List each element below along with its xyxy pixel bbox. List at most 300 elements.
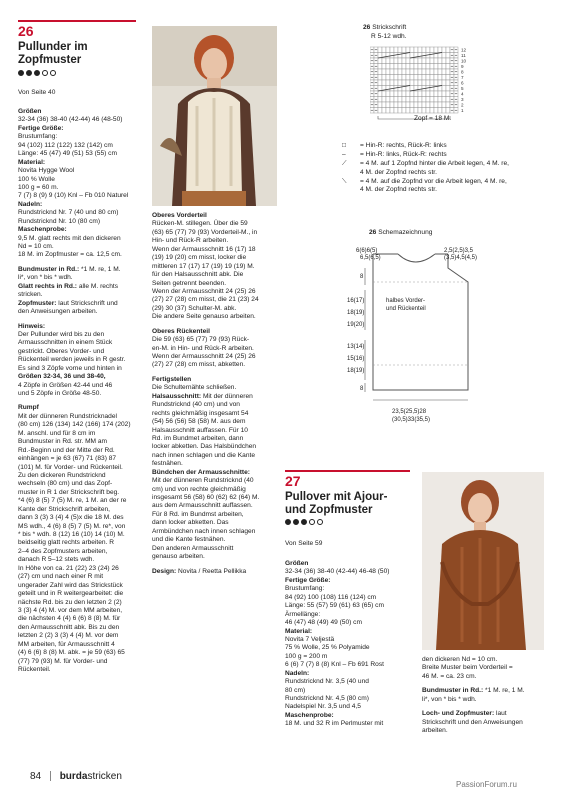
bold-heading: Fertige Größe:: [285, 576, 331, 584]
chart-cell: [422, 47, 426, 53]
text-line: [152, 553, 277, 561]
text-line: [285, 644, 415, 652]
chart-cell: [442, 64, 446, 70]
bold-heading: Nadeln:: [18, 200, 43, 208]
chart-cell: [422, 64, 426, 70]
text-line: [18, 243, 143, 251]
chart-cell: [382, 64, 386, 70]
legend-symbol-icon: [342, 169, 360, 178]
text-line: [18, 404, 143, 412]
pattern-title-27: [285, 491, 387, 517]
chart-cell: [414, 108, 418, 114]
text-line: [18, 192, 143, 200]
body-text: insgesamt 56 (58) 60 (62) 62 (64) M.: [152, 494, 260, 501]
chart-cell: [418, 47, 422, 53]
from-page-27: Von Seite 59: [285, 540, 323, 547]
text-line: [285, 653, 415, 661]
chart-heading: [363, 24, 406, 32]
dot-empty: [309, 519, 315, 525]
chart-cell: [438, 58, 442, 64]
title-line-2: Zopfmuster: [18, 54, 82, 67]
title-line-2: und Zopfmuster: [285, 504, 373, 517]
body-text: den Anweisungen arbeiten.: [18, 308, 98, 316]
chart-cell: [434, 69, 438, 75]
body-text: laut: [494, 710, 507, 718]
chart-cell: [390, 108, 394, 114]
chart-cell: [430, 53, 434, 59]
text-line: [152, 418, 277, 426]
body-text: (29) 30 (37) Schulter-M. abk.: [152, 304, 237, 312]
text-line: [152, 494, 277, 502]
schema-top-right-b: (3,5)4,5(4,5): [444, 255, 478, 261]
body-text: Armbündchen nach innen schlagen: [152, 527, 256, 535]
body-text: locker abketten. Das Halsbündchen: [152, 443, 257, 451]
body-text: 2–4 des Zopfmusters arbeiten,: [18, 547, 108, 555]
text-line: [18, 142, 143, 150]
chart-cell: [446, 102, 450, 108]
body-text: (77) 79 (93) M. für Vorder- und: [18, 657, 108, 665]
text-line: [18, 565, 143, 573]
body-text: 100 g = 200 m: [285, 652, 328, 660]
body-text: *1 M. re, 1 M.: [79, 265, 121, 273]
body-text: Wenn der Armausschnitt 24 (25) 26: [152, 287, 256, 295]
chart-cell: [442, 69, 446, 75]
text-line: [152, 502, 277, 510]
text-line: [18, 266, 143, 274]
body-text: 46 (47) 48 (49) 49 (50) cm: [285, 619, 362, 627]
photo-pullover-illustration: [422, 472, 544, 650]
chart-cell: [406, 58, 410, 64]
chart-cell: [386, 58, 390, 64]
body-text: Die 59 (63) 65 (77) 79 (93) Rück-: [152, 336, 250, 344]
body-text: 4 Zöpfe in Größen 42-44 und 46: [18, 381, 113, 389]
chart-cell: [430, 75, 434, 81]
body-text: nach innen schlagen und die Kante: [152, 451, 256, 459]
schema-top-right-a: 2,5(2,5)3,5: [444, 248, 474, 254]
chart-cell: [442, 102, 446, 108]
body-text: 100 % Wolle: [18, 175, 55, 183]
chart-cell: [414, 75, 418, 81]
body-text: stricken.: [18, 291, 43, 299]
body-text: 75 % Wolle, 25 % Polyamide: [285, 644, 370, 652]
text-line: [18, 348, 143, 356]
chart-cell: [430, 69, 434, 75]
text-line: [152, 477, 277, 485]
chart-cell: [438, 97, 442, 103]
text-line: [285, 661, 415, 669]
chart-cell: [442, 91, 446, 97]
body-text: Rd.-Beginn und der Mitte der Rd.: [18, 446, 115, 454]
chart-cell: [434, 64, 438, 70]
text-line: [285, 703, 415, 711]
body-text: beidseitig glatt rechts arbeiten. R: [18, 539, 115, 547]
legend-row: [342, 151, 552, 160]
chart-cell: [390, 47, 394, 53]
body-text: Rückenteil werden jeweils in R gestr.: [18, 356, 126, 364]
text-line: [285, 687, 415, 695]
text-line: [422, 687, 547, 695]
chart-cell: [438, 64, 442, 70]
chart-cell: [406, 102, 410, 108]
chart-cell: [430, 47, 434, 53]
text-line: [285, 636, 415, 644]
knitting-chart-grid: [370, 45, 480, 125]
text-line: [18, 590, 143, 598]
bold-label: Zopfmuster:: [18, 299, 57, 307]
body-text: cm) und von rechte gleichmäßig: [152, 485, 246, 493]
text-line: [18, 447, 143, 455]
body-text: Strickschrift und den Anweisungen: [422, 718, 523, 726]
chart-cell: [426, 97, 430, 103]
chart-cell: [398, 80, 402, 86]
chart-cell: [386, 69, 390, 75]
body-text: Novita / Reetta Pellikka: [176, 567, 247, 575]
body-text: alle M. rechts: [76, 282, 119, 290]
chart-cell: [386, 75, 390, 81]
body-text: Mit der dünneren Rundstricknd (40: [152, 477, 254, 485]
chart-cell: [378, 47, 382, 53]
pattern27-column-1: [285, 560, 415, 729]
text-line: [285, 611, 415, 619]
text-line: [285, 560, 415, 568]
body-text: ungerader Zahl wird das Strickstück: [18, 581, 123, 589]
schema-label-8-top: 8: [360, 274, 364, 280]
text-line: [18, 176, 143, 184]
chart-cell: [426, 58, 430, 64]
chart-cell: [394, 97, 398, 103]
body-text: festnähen.: [152, 460, 183, 468]
chart-cell: [434, 58, 438, 64]
text-line: [18, 413, 143, 421]
chart-cell: [446, 97, 450, 103]
schema-label-8-bottom: 8: [360, 386, 364, 392]
legend-row: [342, 169, 552, 178]
text-line: [18, 632, 143, 640]
bold-heading: Größen: [18, 108, 42, 115]
header-rule-27: [285, 470, 410, 472]
text-line: [152, 345, 277, 353]
body-text: für den Halsausschnitt abk. Die: [152, 271, 244, 279]
chart-cell: [446, 75, 450, 81]
chart-cell: [418, 75, 422, 81]
text-line: [18, 167, 143, 175]
chart-cell: [386, 108, 390, 114]
chart-cell: [434, 80, 438, 86]
chart-cell: [402, 64, 406, 70]
text-line: [285, 619, 415, 627]
chart-cell: [378, 64, 382, 70]
chart-cell: [378, 69, 382, 75]
chart-cell: [426, 80, 430, 86]
pattern26-column-2: [152, 212, 277, 576]
text-line: [18, 607, 143, 615]
text-line: [18, 514, 143, 522]
chart-cell: [418, 53, 422, 59]
chart-cell: [402, 91, 406, 97]
body-text: (19) 19 (20) cm misst, locker die: [152, 254, 247, 262]
body-text: en-M. in Hin- und Rück-R arbeiten.: [152, 344, 254, 352]
text-line: [285, 712, 415, 720]
chart-cell: [410, 47, 414, 53]
chart-cell: [378, 102, 382, 108]
schema-label-armhole-2: 18(19): [347, 310, 365, 316]
chart-heading-title: Strickschrift: [372, 24, 407, 31]
body-text: Für 8 Rd. im Bundmst arbeiten,: [152, 510, 244, 518]
text-line: [18, 531, 143, 539]
legend-row: [342, 178, 552, 187]
text-line: [152, 280, 277, 288]
text-line: [18, 390, 143, 398]
text-line: [18, 497, 143, 505]
schema-heading-number: 26: [369, 229, 377, 236]
chart-cell: [378, 91, 382, 97]
body-text: MS wdh., 4 (6) 8 (5) 7 (5) M. re*, von: [18, 522, 126, 530]
text-line: [18, 472, 143, 480]
text-line: [152, 384, 277, 392]
text-line: [152, 246, 277, 254]
text-line: [152, 229, 277, 237]
chart-cell: [438, 75, 442, 81]
text-line: [285, 568, 415, 576]
chart-cell: [402, 75, 406, 81]
text-line: [18, 548, 143, 556]
schema-center-label-a: halbes Vorder-: [386, 298, 426, 304]
body-text: (27) 27 (28) cm misst, die 21 (23) 24: [152, 296, 259, 304]
body-text: Die Schulternähte schließen.: [152, 384, 237, 392]
bold-heading: Oberes Vorderteil: [152, 212, 207, 219]
chart-cell: [434, 108, 438, 114]
chart-cell: [426, 102, 430, 108]
body-text: Es sind 3 Zöpfe vorne und hinten in: [18, 364, 122, 372]
text-line: [422, 710, 547, 718]
text-line: [18, 218, 143, 226]
chart-cell: [402, 80, 406, 86]
dot-filled: [293, 519, 299, 525]
text-line: [18, 150, 143, 158]
chart-cell: [382, 91, 386, 97]
text-line: [285, 577, 415, 585]
footer-divider: [50, 771, 51, 781]
body-text: (4) 6 (6) 8 (8) M. abk. = je 59 (63) 65: [18, 649, 125, 657]
text-line: [152, 443, 277, 451]
chart-cell: [422, 102, 426, 108]
chart-cell: [382, 80, 386, 86]
body-text: li*, von * bis * wdh.: [422, 695, 477, 703]
chart-cell: [442, 53, 446, 59]
text-line: [18, 489, 143, 497]
body-text: dann locker abketten. Das: [152, 519, 229, 527]
bold-heading: Fertige Größe:: [18, 124, 64, 132]
legend-symbol-icon: –: [342, 150, 346, 158]
body-text: (27) 27 (28) cm misst, abketten.: [152, 361, 246, 369]
body-text: Rd. im Bundmet arbeiten, dann: [152, 434, 244, 442]
chart-cell: [382, 69, 386, 75]
body-text: dann 3 (3) 3 (4) 4 (5)x die 18 M. des: [18, 514, 124, 522]
chart-cell: [402, 108, 406, 114]
dot-filled: [285, 519, 291, 525]
body-text: 18 M. und 32 R im Perlmuster mit: [285, 720, 384, 728]
body-text: Rundstricknd (40 cm) und von: [152, 401, 240, 409]
chart-cell: [446, 86, 450, 92]
body-text: MM arbeiten, für Armausschnitt 4: [18, 640, 115, 648]
chart-cell: [398, 97, 402, 103]
photo-pullover: [422, 472, 544, 650]
chart-cell: [386, 53, 390, 59]
brand-name-rest: stricken: [87, 771, 122, 782]
chart-cell: [422, 58, 426, 64]
text-line: [285, 720, 415, 728]
chart-row-number: 5: [461, 86, 464, 91]
text-line: [18, 615, 143, 623]
body-text: Mit der dünneren Rundstricknadel: [18, 412, 117, 420]
chart-cell: [446, 108, 450, 114]
text-line: [18, 323, 143, 331]
chart-cell: [418, 97, 422, 103]
text-line: [18, 641, 143, 649]
body-text: Rücken-M. stillegen. Über die 59: [152, 220, 248, 228]
text-line: [18, 539, 143, 547]
chart-cell: [394, 64, 398, 70]
chart-cell: [414, 47, 418, 53]
body-text: li*, von * bis * wdh.: [18, 274, 73, 282]
chart-cell: [386, 86, 390, 92]
text-line: [18, 308, 143, 316]
body-text: Rundstricknd Nr. 4,5 (80 cm): [285, 695, 369, 702]
text-line: [152, 452, 277, 460]
body-text: Zu den dickeren Rundstricknd: [18, 471, 106, 479]
schema-heading-title: Schemazeichnung: [378, 229, 433, 236]
chart-cell: [446, 47, 450, 53]
chart-cell: [414, 91, 418, 97]
chart-cell: [406, 108, 410, 114]
text-line: [18, 201, 143, 209]
chart-cell: [442, 108, 446, 114]
page-number: 84: [30, 771, 42, 782]
body-text: Rundstricknd Nr. 3,5 (40 und: [285, 678, 369, 686]
chart-cell: [398, 47, 402, 53]
text-line: [18, 523, 143, 531]
schema-top-left-b: 6,5(6,5): [360, 255, 381, 261]
chart-cell: [394, 58, 398, 64]
body-text: Ärmellänge:: [285, 610, 321, 618]
body-text: Länge: 45 (47) 49 (51) 53 (55) cm: [18, 150, 117, 158]
text-line: [152, 511, 277, 519]
bold-heading: Material:: [18, 158, 46, 166]
body-text: * bis * wdh. 8 (12) 16 (10) 14 (10) M.: [18, 531, 125, 538]
chart-cell: [390, 102, 394, 108]
text-line: [152, 528, 277, 536]
chart-cell: [418, 108, 422, 114]
chart-cell: [426, 64, 430, 70]
text-line: [152, 237, 277, 245]
chart-cell: [446, 69, 450, 75]
chart-cell: [406, 75, 410, 81]
chart-cell: [410, 102, 414, 108]
legend-text: = 4 M. auf die Zopfnd vor die Arbeit legen, 4 M. re,: [360, 177, 507, 185]
chart-cell: [442, 75, 446, 81]
chart-cell: [398, 108, 402, 114]
body-text: 84 (92) 100 (108) 116 (124) cm: [285, 593, 377, 601]
schematic-drawing: [340, 240, 540, 430]
chart-cell: [414, 80, 418, 86]
body-text: muster in R 1 der Strickschrift beg.: [18, 488, 120, 496]
chart-cell: [386, 91, 390, 97]
text-line: [18, 556, 143, 564]
legend-row: [342, 160, 552, 169]
chart-cell: [418, 102, 422, 108]
bold-heading: Größen 32-34, 36 und 38-40,: [18, 373, 106, 381]
chart-heading-number: 26: [363, 24, 371, 31]
chart-cell: [442, 47, 446, 53]
text-line: [18, 455, 143, 463]
text-line: [152, 313, 277, 321]
chart-cell: [414, 58, 418, 64]
chart-cell: [398, 64, 402, 70]
body-text: Länge: 55 (57) 59 (61) 63 (65) cm: [285, 602, 384, 610]
dot-filled: [26, 70, 32, 76]
chart-cell: [402, 47, 406, 53]
body-text: M. anschl. und für 8 cm im: [18, 429, 96, 437]
chart-cell: [390, 97, 394, 103]
bold-heading: Nadeln:: [285, 669, 310, 677]
bold-heading: Rumpf: [18, 404, 39, 412]
chart-cell: [414, 69, 418, 75]
text-line: [18, 599, 143, 607]
text-line: [18, 251, 143, 259]
chart-row-number: 12: [461, 47, 467, 53]
chart-cell: [422, 69, 426, 75]
chart-cell: [418, 91, 422, 97]
chart-cell: [382, 97, 386, 103]
schema-label-body-3: 18(19): [347, 368, 365, 374]
schema-heading: [369, 229, 432, 237]
legend-row: [342, 186, 552, 195]
body-text: Nd = 10 cm.: [18, 243, 54, 250]
chart-cell: [390, 58, 394, 64]
body-text: 46 M. = ca. 23 cm.: [422, 672, 477, 680]
bold-heading: Oberes Rückenteil: [152, 327, 210, 335]
chart-cell: [438, 108, 442, 114]
chart-cell: [394, 75, 398, 81]
chart-cell: [446, 80, 450, 86]
chart-cell: [402, 102, 406, 108]
text-line: [18, 274, 143, 282]
chart-cell: [430, 91, 434, 97]
text-line: [18, 373, 143, 381]
chart-cell: [414, 97, 418, 103]
chart-cell: [394, 69, 398, 75]
text-line: [152, 435, 277, 443]
chart-cell: [390, 91, 394, 97]
body-text: Der Pullunder wird bis zu den: [18, 330, 105, 338]
chart-cell: [422, 108, 426, 114]
text-line: [18, 356, 143, 364]
chart-cell: [430, 80, 434, 86]
bold-heading: Bündchen der Armausschnitte:: [152, 468, 250, 476]
schema-center-label-b: und Rückenteil: [386, 306, 426, 312]
body-text: 80 cm): [285, 686, 306, 694]
text-line: [152, 271, 277, 279]
body-text: Rundstricknd Nr. 7 (40 und 80 cm): [18, 209, 119, 217]
chart-cell: [422, 75, 426, 81]
text-line: [18, 125, 143, 133]
text-line: [18, 573, 143, 581]
body-text: nächste Rd. bis zu den letzten 2 (2): [18, 598, 122, 606]
body-text: *4 (6) 8 (5) 7 (5) M. re, 1 M. an der re: [18, 497, 127, 505]
body-text: (101) M. für Vorder- und Rückenteil.: [18, 463, 123, 471]
chart-cell: [406, 64, 410, 70]
chart-cell: [438, 102, 442, 108]
